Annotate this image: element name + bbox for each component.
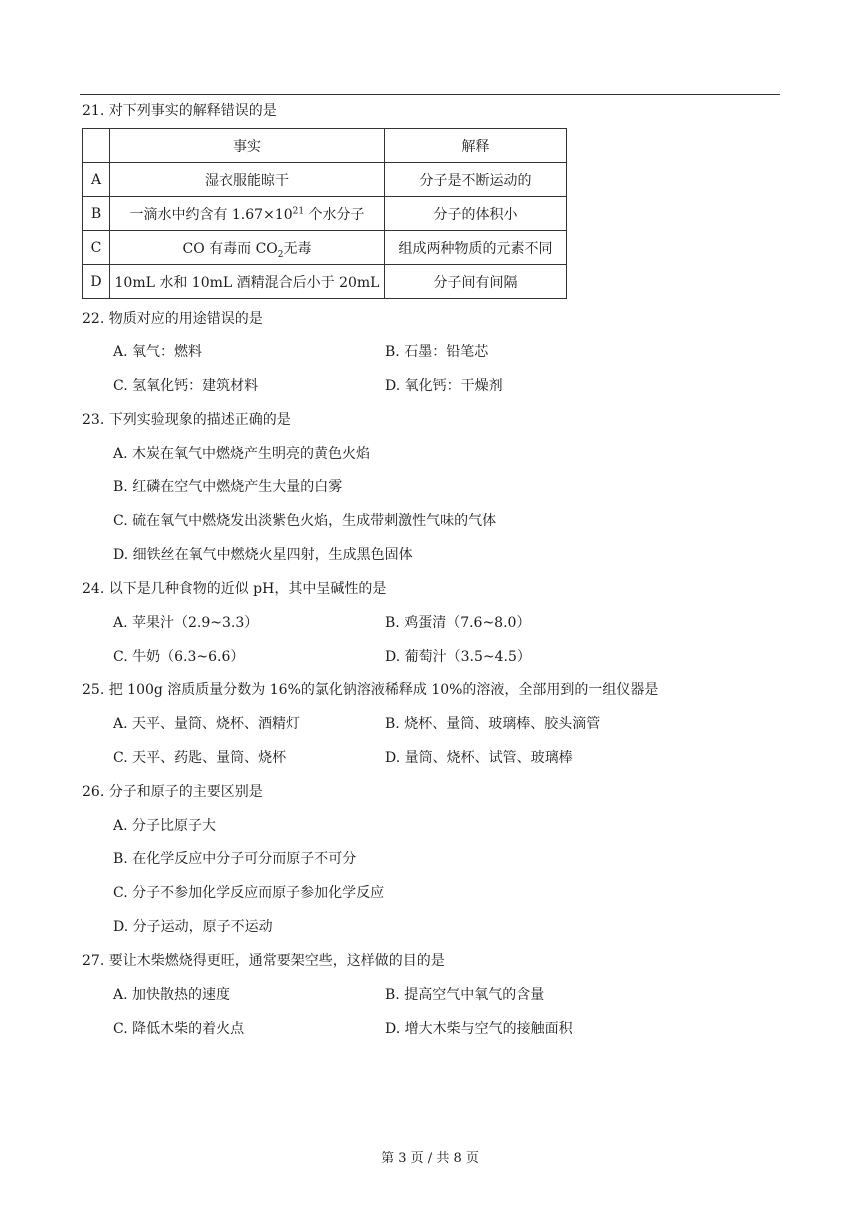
row-fact xyxy=(110,197,385,231)
option-b: B. 烧杯、量筒、玻璃棒、胶头滴管 xyxy=(385,716,601,732)
option-b: B. 石墨：铅笔芯 xyxy=(385,344,489,360)
option-d: D. 氧化钙：干燥剂 xyxy=(385,378,503,394)
fact-exponent: 21 xyxy=(292,205,305,216)
row-explanation: 分子的体积小 xyxy=(385,197,567,231)
option-b: B. 鸡蛋清（7.6~8.0） xyxy=(385,615,531,631)
row-label: D xyxy=(83,265,110,299)
question-27-stem: 27. 要让木柴燃烧得更旺，通常要架空些，这样做的目的是 xyxy=(82,953,445,969)
option-c: C. 氢氧化钙：建筑材料 xyxy=(113,378,259,394)
question-21-stem: 21. 对下列事实的解释错误的是 xyxy=(82,103,277,119)
fact-text: 个水分子 xyxy=(304,206,365,223)
question-26-stem: 26. 分子和原子的主要区别是 xyxy=(82,784,263,800)
question-24-stem: 24. 以下是几种食物的近似 pH，其中呈碱性的是 xyxy=(82,581,387,597)
option-a: A. 苹果汁（2.9~3.3） xyxy=(113,615,259,631)
option-c: C. 硫在氧气中燃烧发出淡紫色火焰，生成带刺激性气味的气体 xyxy=(113,513,497,529)
option-b: B. 提高空气中氧气的含量 xyxy=(385,987,545,1003)
row-fact: 湿衣服能晾干 xyxy=(110,163,385,197)
header-rule xyxy=(80,94,780,95)
option-d: D. 量筒、烧杯、试管、玻璃棒 xyxy=(385,750,573,766)
table-row xyxy=(83,197,567,231)
option-c: C. 牛奶（6.3~6.6） xyxy=(113,649,245,665)
option-a: A. 天平、量筒、烧杯、酒精灯 xyxy=(113,716,301,732)
table-row xyxy=(83,231,567,265)
header-fact: 事实 xyxy=(110,129,385,163)
option-d: D. 增大木柴与空气的接触面积 xyxy=(385,1021,573,1037)
question-22-stem: 22. 物质对应的用途错误的是 xyxy=(82,311,263,327)
page-footer: 第 3 页 / 共 8 页 xyxy=(381,1151,479,1166)
table-corner-cell xyxy=(83,129,110,163)
fact-text: 无毒 xyxy=(283,240,312,257)
option-a: A. 加快散热的速度 xyxy=(113,987,231,1003)
option-c: C. 降低木柴的着火点 xyxy=(113,1021,245,1037)
row-label: C xyxy=(83,231,110,265)
option-d: D. 葡萄汁（3.5~4.5） xyxy=(385,649,531,665)
row-label: B xyxy=(83,197,110,231)
fact-text: 一滴水中约含有 1.67×10 xyxy=(129,206,293,223)
option-c: C. 分子不参加化学反应而原子参加化学反应 xyxy=(113,885,385,901)
row-label: A xyxy=(83,163,110,197)
fact-text: CO 有毒而 CO xyxy=(182,240,278,257)
row-fact xyxy=(110,231,385,265)
option-c: C. 天平、药匙、量筒、烧杯 xyxy=(113,750,287,766)
row-fact: 10mL 水和 10mL 酒精混合后小于 20mL xyxy=(110,265,385,299)
table-header-row xyxy=(83,129,567,163)
table-row xyxy=(83,265,567,299)
fact-subscript: 2 xyxy=(277,249,284,260)
option-a: A. 分子比原子大 xyxy=(113,818,217,834)
question-23-stem: 23. 下列实验现象的描述正确的是 xyxy=(82,412,291,428)
facts-table xyxy=(82,128,567,299)
option-a: A. 木炭在氧气中燃烧产生明亮的黄色火焰 xyxy=(113,446,371,462)
row-explanation: 分子间有间隔 xyxy=(385,265,567,299)
option-b: B. 红磷在空气中燃烧产生大量的白雾 xyxy=(113,479,343,495)
row-explanation: 组成两种物质的元素不同 xyxy=(385,231,567,265)
option-b: B. 在化学反应中分子可分而原子不可分 xyxy=(113,851,357,867)
header-explanation: 解释 xyxy=(385,129,567,163)
option-d: D. 细铁丝在氧气中燃烧火星四射，生成黑色固体 xyxy=(113,547,413,563)
question-25-stem: 25. 把 100g 溶质质量分数为 16%的氯化钠溶液稀释成 10%的溶液，全部用到的一组仪器是 xyxy=(82,682,659,698)
table-row xyxy=(83,163,567,197)
row-explanation: 分子是不断运动的 xyxy=(385,163,567,197)
option-d: D. 分子运动，原子不运动 xyxy=(113,919,273,935)
option-a: A. 氧气：燃料 xyxy=(113,344,203,360)
